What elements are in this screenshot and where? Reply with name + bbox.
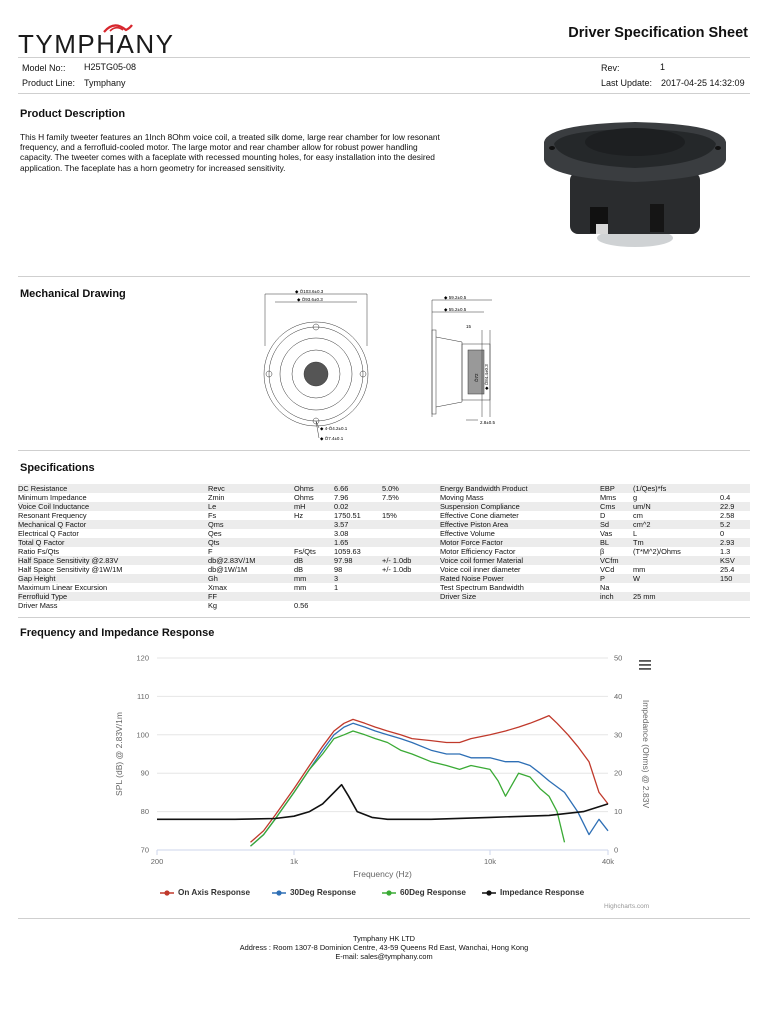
spec-cell: (1/Qes)*fs <box>633 484 667 493</box>
spec-cell: Mechanical Q Factor <box>18 520 87 529</box>
spec-cell: 6.66 <box>334 484 349 493</box>
spec-cell: 98 <box>334 565 343 574</box>
spec-cell: Electrical Q Factor <box>18 529 79 538</box>
spec-cell: Ohms <box>294 493 314 502</box>
spec-row <box>18 511 750 520</box>
spec-cell: 5.2 <box>720 520 731 529</box>
spec-cell: Mms <box>600 493 617 502</box>
spec-cell: Ferrofluid Type <box>18 592 68 601</box>
spec-cell: Energy Bandwidth Product <box>440 484 528 493</box>
spec-row <box>18 529 750 538</box>
legend-item[interactable] <box>482 888 584 897</box>
tymphany-logo <box>18 22 223 56</box>
tweeter-product-photo <box>540 112 730 252</box>
legend-label: Impedance Response <box>500 888 585 897</box>
spec-cell: 1059.63 <box>334 547 361 556</box>
y2-tick-label: 20 <box>614 768 623 778</box>
dimension-body-depth: ◆ 55.2±0.5 <box>444 307 467 312</box>
spec-cell: 3 <box>334 574 339 583</box>
spec-cell: 25 mm <box>633 592 656 601</box>
spec-cell: 25.4 <box>720 565 735 574</box>
spec-cell: 7.96 <box>334 493 349 502</box>
spec-cell: KSV <box>720 556 735 565</box>
rev-label: Rev: <box>601 63 620 73</box>
y2-tick-label: 10 <box>614 807 623 817</box>
spec-cell: Half Space Sensitivity @2.83V <box>18 556 119 565</box>
spec-cell: 0.4 <box>720 493 731 502</box>
dimension-flange: 15 <box>466 324 472 329</box>
spec-cell: Moving Mass <box>440 493 484 502</box>
divider <box>18 918 750 919</box>
divider <box>18 617 750 618</box>
spec-cell: 15% <box>382 511 397 520</box>
y-tick-label: 70 <box>140 845 149 855</box>
highcharts-credits[interactable]: Highcharts.com <box>604 903 650 910</box>
side-view-drawing <box>422 292 512 432</box>
spec-cell: 2.93 <box>720 538 735 547</box>
dimension-thickness: 2.8±0.5 <box>480 420 495 425</box>
spec-cell: mH <box>294 502 306 511</box>
footer-email[interactable]: E-mail: sales@tymphany.com <box>335 952 433 961</box>
spec-cell: Xmax <box>208 583 227 592</box>
spec-cell: 5.0% <box>382 484 399 493</box>
spec-cell: mm <box>294 574 307 583</box>
y2-tick-label: 30 <box>614 730 623 740</box>
spec-cell: FF <box>208 592 218 601</box>
model-label: Model No:: <box>22 63 66 73</box>
spec-cell: mm <box>633 565 646 574</box>
series-line-3 <box>157 785 608 820</box>
spec-cell: (T*M^2)/Ohms <box>633 547 681 556</box>
legend-item[interactable] <box>382 888 466 897</box>
chart-legend <box>160 888 620 902</box>
spec-cell: Effective Volume <box>440 529 495 538</box>
spec-cell: Minimum Impedance <box>18 493 87 502</box>
series-line-1 <box>251 723 609 846</box>
y-tick-label: 110 <box>137 691 149 701</box>
divider <box>18 93 750 94</box>
spec-cell: Revc <box>208 484 225 493</box>
spec-row <box>18 493 750 502</box>
dimension-hole-diameter: ◆ 4-Õ4.2±0.1 <box>320 426 348 431</box>
spec-cell: um/N <box>633 502 651 511</box>
spec-cell: EBP <box>600 484 615 493</box>
spec-row <box>18 547 750 556</box>
spec-cell: Qts <box>208 538 220 547</box>
spec-cell: db@2.83V/1M <box>208 556 256 565</box>
spec-cell: Voice coil former Material <box>440 556 523 565</box>
spec-cell: Motor Force Factor <box>440 538 503 547</box>
spec-cell: Total Q Factor <box>18 538 65 547</box>
series-line-2 <box>251 731 565 846</box>
response-heading: Frequency and Impedance Response <box>20 627 215 639</box>
spec-row <box>18 484 750 493</box>
spec-cell: inch <box>600 592 614 601</box>
spec-cell: Qms <box>208 520 224 529</box>
front-view-drawing <box>255 286 375 446</box>
spec-cell: Ratio Fs/Qts <box>18 547 60 556</box>
dimension-depth: ◆ 59.2±0.5 <box>444 295 467 300</box>
spec-cell: BL <box>600 538 610 547</box>
spec-row <box>18 574 750 583</box>
spec-cell: 3.57 <box>334 520 349 529</box>
product-description-heading: Product Description <box>20 108 126 120</box>
spec-cell: db@1W/1M <box>208 565 248 574</box>
spec-row <box>18 592 750 601</box>
spec-cell: Le <box>208 502 217 511</box>
spec-cell: Zmin <box>208 493 225 502</box>
spec-cell: 22.9 <box>720 502 735 511</box>
spec-cell: Vas <box>600 529 613 538</box>
spec-cell: Fs <box>208 511 217 520</box>
spec-cell: Motor Efficiency Factor <box>440 547 516 556</box>
legend-label: On Axis Response <box>178 888 251 897</box>
y-tick-label: 100 <box>136 730 149 740</box>
x-tick-label: 200 <box>150 857 164 866</box>
spec-cell: cm <box>633 511 643 520</box>
product-line-label: Product Line: <box>22 78 76 88</box>
spec-row <box>18 556 750 565</box>
document-title: Driver Specification Sheet <box>568 25 748 41</box>
legend-item[interactable] <box>272 888 356 897</box>
spec-cell: Sd <box>600 520 610 529</box>
spec-cell: DC Resistance <box>18 484 68 493</box>
spec-cell: 3.08 <box>334 529 349 538</box>
spec-cell: Gap Height <box>18 574 56 583</box>
spec-cell: Hz <box>294 511 304 520</box>
divider <box>18 276 750 277</box>
spec-cell: Tm <box>633 538 644 547</box>
dimension-counterbore: ◆ Õ7.4±0.1 <box>320 436 344 441</box>
spec-cell: Qes <box>208 529 222 538</box>
x-tick-label: 10k <box>483 857 497 866</box>
spec-row <box>18 538 750 547</box>
legend-marker-icon <box>482 889 496 897</box>
x-tick-label: 1k <box>290 857 298 866</box>
rev-value: 1 <box>660 62 666 72</box>
spec-cell: Na <box>600 583 610 592</box>
brand-text: TYMPHANY <box>18 29 175 56</box>
legend-item[interactable] <box>160 888 250 897</box>
spec-cell: 97.98 <box>334 556 353 565</box>
spec-cell: g <box>633 493 638 502</box>
spec-cell: Half Space Sensitivity @1W/1M <box>18 565 123 574</box>
spec-row <box>18 502 750 511</box>
divider <box>18 57 750 58</box>
y2-axis-title: Impedance (Ohms) @ 2.83V <box>641 699 651 809</box>
legend-label: 30Deg Response <box>290 888 356 897</box>
model-value: H25TG05-08 <box>84 62 137 72</box>
spec-cell: +/- 1.0db <box>382 565 412 574</box>
spec-cell: Rated Noise Power <box>440 574 504 583</box>
spec-cell: 1.65 <box>334 538 349 547</box>
spec-row <box>18 520 750 529</box>
y2-tick-label: 50 <box>614 653 623 663</box>
spec-cell: dB <box>294 565 304 574</box>
spec-cell: 1750.51 <box>334 511 361 520</box>
footer-address: Address : Room 1307-8 Dominion Centre, 43-59 Queens Rd East, Wanchai, Hong Kong <box>239 943 529 952</box>
spec-cell: VCfm <box>600 556 619 565</box>
spec-row <box>18 583 750 592</box>
spec-cell: 0.56 <box>294 601 309 610</box>
spec-cell: W <box>633 574 640 583</box>
product-line-value: Tymphany <box>84 78 126 88</box>
spec-cell: Suspension Compliance <box>440 502 520 511</box>
spec-row <box>18 601 750 610</box>
mechanical-drawing-heading: Mechanical Drawing <box>20 288 126 300</box>
dimension-frame-diameter: ◆ Õ84.4±0.3 <box>484 364 489 390</box>
dimension-outer-diameter: ◆ Õ103.6±0.3 <box>295 289 324 294</box>
spec-cell: Gh <box>208 574 218 583</box>
spec-cell: 2.58 <box>720 511 735 520</box>
spec-cell: Voice coil inner diameter <box>440 565 521 574</box>
legend-marker-icon <box>272 889 286 897</box>
spec-cell: Maximum Linear Excursion <box>18 583 108 592</box>
y-tick-label: 80 <box>140 807 149 817</box>
frequency-impedance-chart <box>110 648 655 916</box>
spec-cell: 1 <box>334 583 339 592</box>
y2-tick-label: 40 <box>614 691 623 701</box>
dimension-mounting-diameter: ◆ Õ93.6±0.3 <box>297 297 323 302</box>
last-update-label: Last Update: <box>601 78 653 88</box>
spec-cell: +/- 1.0db <box>382 556 412 565</box>
spec-cell: P <box>600 574 605 583</box>
spec-cell: L <box>633 529 638 538</box>
y2-tick-label: 0 <box>614 845 619 855</box>
spec-cell: cm^2 <box>633 520 651 529</box>
product-description-text: This H family tweeter features an 1Inch 8Ohm voice coil, a treated silk dome, large rear chamber for low resonant frequency, and a ferrofluid-cooled motor. The large motor and rear chamber allow for robust power handling capacity. The tweeter comes with a faceplate with recessed mounting holes, for easy installation into the desired application. The faceplate has a horn geometry for increased sensitivity. <box>20 132 440 173</box>
legend-marker-icon <box>160 889 174 897</box>
legend-marker-icon <box>382 889 396 897</box>
spec-cell: 0.02 <box>334 502 349 511</box>
spec-cell: Kg <box>208 601 218 610</box>
spec-cell: 1.3 <box>720 547 731 556</box>
spec-cell: 150 <box>720 574 733 583</box>
legend-label: 60Deg Response <box>400 888 466 897</box>
spec-cell: Driver Mass <box>18 601 58 610</box>
hamburger-menu-icon[interactable] <box>638 659 652 671</box>
specifications-table <box>18 484 750 610</box>
divider <box>18 450 750 451</box>
spec-cell: 0 <box>720 529 725 538</box>
spec-cell: Ohms <box>294 484 314 493</box>
spec-row <box>18 565 750 574</box>
y-tick-label: 120 <box>136 653 149 663</box>
y-tick-label: 90 <box>140 768 149 778</box>
spec-cell: Effective Cone diameter <box>440 511 519 520</box>
spec-cell: Effective Piston Area <box>440 520 509 529</box>
spec-cell: VCd <box>600 565 615 574</box>
spec-cell: Resonant Frequency <box>18 511 87 520</box>
spec-cell: Voice Coil Inductance <box>18 502 90 511</box>
footer-company: Tymphany HK LTD <box>353 934 415 943</box>
spec-cell: β <box>600 547 605 556</box>
spec-cell: mm <box>294 583 307 592</box>
dimension-magnet-diameter: Õ72 <box>474 373 479 382</box>
specifications-heading: Specifications <box>20 462 95 474</box>
spec-cell: Driver Size <box>440 592 477 601</box>
y-axis-title: SPL (dB) @ 2.83V/1m <box>114 712 124 796</box>
x-axis-title: Frequency (Hz) <box>353 869 412 879</box>
spec-cell: F <box>208 547 213 556</box>
spec-cell: Fs/Qts <box>294 547 316 556</box>
spec-cell: Test Spectrum Bandwidth <box>440 583 524 592</box>
spec-cell: D <box>600 511 606 520</box>
spec-cell: Cms <box>600 502 616 511</box>
last-update-value: 2017-04-25 14:32:09 <box>661 78 745 88</box>
spec-cell: dB <box>294 556 304 565</box>
x-tick-label: 40k <box>601 857 615 866</box>
spec-cell: 7.5% <box>382 493 399 502</box>
